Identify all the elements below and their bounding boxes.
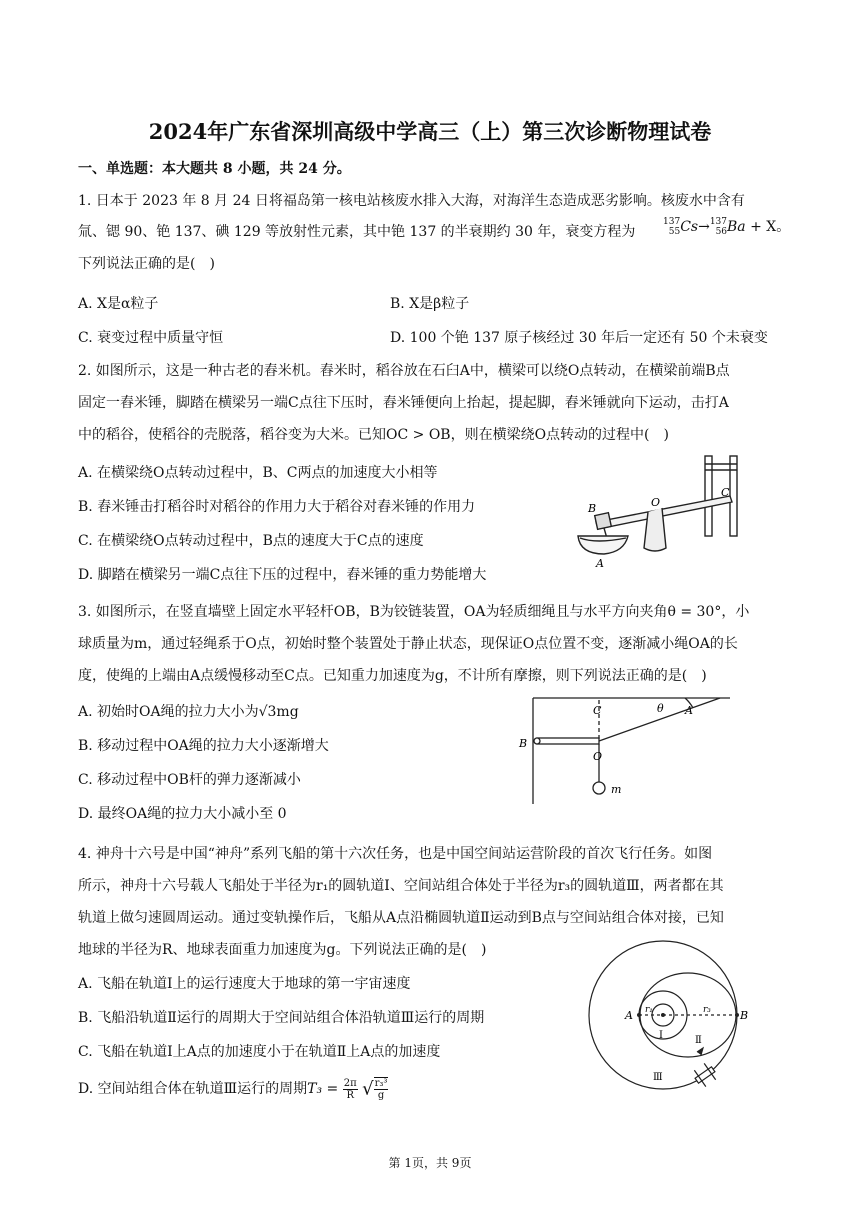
fig3-label-b: B <box>519 737 528 750</box>
fig4-label-orbit-2: Ⅱ <box>695 1035 702 1046</box>
q1-option-a[interactable]: A. X是α粒子 <box>78 296 159 312</box>
fig4-label-orbit-3: Ⅲ <box>653 1072 663 1083</box>
fig4-label-r3: r₃ <box>703 1005 711 1015</box>
fig3-label-m: m <box>611 783 622 796</box>
ba-mass-number: 137 <box>709 217 728 227</box>
orbit-figure <box>585 940 775 1110</box>
decay-arrow: → <box>698 219 710 235</box>
q1-line-2: 氚、锶 90、铯 137、碘 129 等放射性元素，其中铯 137 的半衰期约 30 年，衰变方程为 <box>78 224 636 240</box>
fig4-label-r1: r₁ <box>645 1005 653 1015</box>
q4-option-d[interactable] <box>78 1077 388 1101</box>
q4-option-d-text: D. 空间站组合体在轨道Ⅲ运行的周期 <box>78 1081 308 1097</box>
q4-line-1: 4. 神舟十六号是中国“神舟”系列飞船的第十六次任务，也是中国空间站运营阶段的首次飞行任务。如图 <box>78 846 713 862</box>
cs-symbol: Cs <box>680 219 699 235</box>
q4-line-3: 轨道上做匀速圆周运动。通过变轨操作后，飞船从A点沿椭圆轨道Ⅱ运动到B点与空间站组合体对接，已知 <box>78 910 724 926</box>
q3-option-b[interactable]: B. 移动过程中OA绳的拉力大小逐渐增大 <box>78 738 329 754</box>
q4-option-c[interactable]: C. 飞船在轨道Ⅰ上A点的加速度小于在轨道Ⅱ上A点的加速度 <box>78 1044 441 1060</box>
fig2-label-a: A <box>596 557 604 570</box>
equation-tail: + X。 <box>745 219 791 235</box>
period-lhs: T₃ = <box>307 1081 339 1097</box>
fig3-label-c: C <box>593 704 602 717</box>
q4-line-4: 地球的半径为R、地球表面重力加速度为g。下列说法正确的是( ) <box>78 942 487 958</box>
fig4-label-orbit-1: Ⅰ <box>659 1030 663 1041</box>
q3-option-c[interactable]: C. 移动过程中OB杆的弹力逐渐减小 <box>78 772 301 788</box>
period-fraction: $\frac{2\pi}{R}$ <box>343 1077 357 1101</box>
fig2-label-c: C <box>721 486 730 499</box>
fig3-label-theta: θ <box>657 702 664 715</box>
section-heading: 一、单选题：本大题共 8 小题，共 24 分。 <box>78 161 351 177</box>
q2-option-c[interactable]: C. 在横梁绕O点转动过程中，B点的速度大于C点的速度 <box>78 533 424 549</box>
fig4-label-a: A <box>625 1009 633 1022</box>
q3-line-2: 球质量为m，通过轻绳系于O点，初始时整个装置处于静止状态，现保证O点位置不变，逐渐减小绳OA的长 <box>78 636 738 652</box>
q1-line-3: 下列说法正确的是( ) <box>78 256 215 272</box>
fig3-label-o: O <box>593 750 603 763</box>
rice-pounder-figure <box>560 450 770 570</box>
q2-option-d[interactable]: D. 脚踏在横梁另一端C点往下压的过程中，舂米锤的重力势能增大 <box>78 567 487 583</box>
page-title: 2024年广东省深圳高级中学高三（上）第三次诊断物理试卷 <box>148 119 712 144</box>
q3-option-a[interactable]: A. 初始时OA绳的拉力大小为√3mg <box>78 704 299 720</box>
q1-option-b[interactable]: B. X是β粒子 <box>390 296 470 312</box>
q2-option-b[interactable]: B. 舂米锤击打稻谷时对稻谷的作用力大于稻谷对舂米锤的作用力 <box>78 499 476 515</box>
period-radicand: $\frac{\text{r₃³}}{g}$ <box>374 1078 388 1101</box>
ba-symbol: Ba <box>727 219 746 235</box>
q1-option-c[interactable]: C. 衰变过程中质量守恒 <box>78 330 224 346</box>
q1-line-1: 1. 日本于 2023 年 8 月 24 日将福岛第一核电站核废水排入大海，对海洋生态造成恶劣影响。核废水中含有 <box>78 193 745 209</box>
q2-line-1: 2. 如图所示，这是一种古老的舂米机。舂米时，稻谷放在石臼A中，横梁可以绕O点转动，在横梁前端B点 <box>78 363 730 379</box>
fig2-label-b: B <box>588 502 597 515</box>
q1-option-d[interactable]: D. 100 个铯 137 原子核经过 30 年后一定还有 50 个未衰变 <box>390 330 768 346</box>
sqrt-sign: √ <box>362 1078 374 1100</box>
q1-decay-equation <box>663 216 790 237</box>
q2-line-2: 固定一舂米锤，脚踏在横梁另一端C点往下压时，舂米锤便向上抬起，提起脚，舂米锤就向下运动，击打A <box>78 395 729 411</box>
cs-mass-number: 137 <box>663 217 681 227</box>
q2-line-3: 中的稻谷，使稻谷的壳脱落，稻谷变为大米。已知OC > OB，则在横梁绕O点转动的过程中( ) <box>78 427 669 443</box>
fig4-label-b: B <box>740 1009 749 1022</box>
fig3-label-a: A <box>685 704 693 717</box>
ba-atomic-number: 56 <box>715 227 728 237</box>
q4-option-b[interactable]: B. 飞船沿轨道Ⅱ运行的周期大于空间站组合体沿轨道Ⅲ运行的周期 <box>78 1010 485 1026</box>
q4-option-a[interactable]: A. 飞船在轨道Ⅰ上的运行速度大于地球的第一宇宙速度 <box>78 976 411 992</box>
rod-rope-figure <box>515 692 735 810</box>
q4-line-2: 所示，神舟十六号载人飞船处于半径为r₁的圆轨道Ⅰ、空间站组合体处于半径为r₃的圆轨道Ⅲ，两者都在其 <box>78 878 724 894</box>
q3-option-d[interactable]: D. 最终OA绳的拉力大小减小至 0 <box>78 806 287 822</box>
cs-atomic-number: 55 <box>668 227 681 237</box>
page-footer: 第 1页，共 9页 <box>388 1156 472 1170</box>
q2-option-a[interactable]: A. 在横梁绕O点转动过程中，B、C两点的加速度大小相等 <box>78 465 438 481</box>
q3-line-1: 3. 如图所示，在竖直墙壁上固定水平轻杆OB，B为铰链装置，OA为轻质细绳且与水平方向夹角θ = 30°，小 <box>78 604 750 620</box>
q3-line-3: 度，使绳的上端由A点缓慢移动至C点。已知重力加速度为g，不计所有摩擦，则下列说法正确的是( ) <box>78 668 707 684</box>
fig2-label-o: O <box>651 496 661 509</box>
